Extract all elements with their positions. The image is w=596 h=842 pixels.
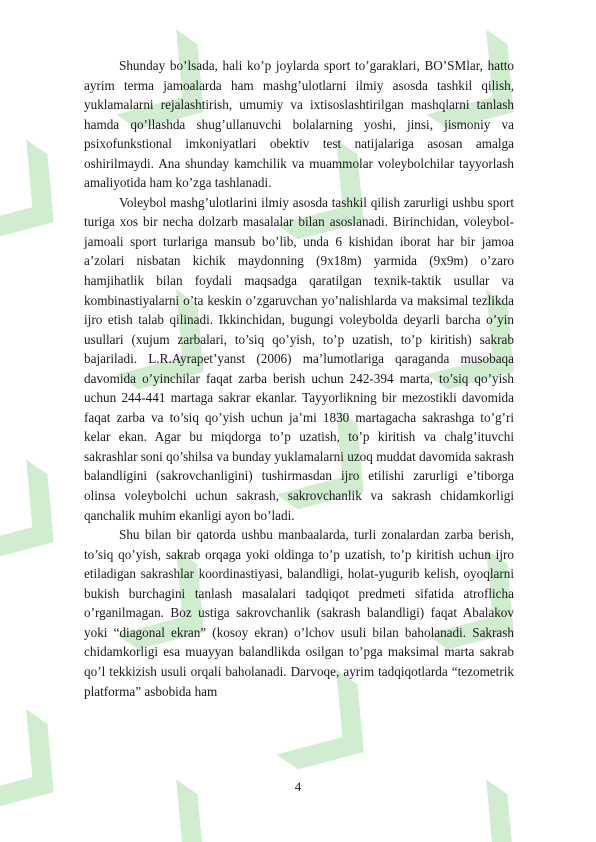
- document-body: [84, 56, 514, 701]
- paragraph-3: Shu bilan bir qatorda ushbu manbaalarda, turli zonalardan zarba berish, to’siq qo’yish, sakrab orqaga yoki oldinga to’p uzatish, to’p kiritish uchun ijro etiladigan sakrashlar koordinastiyasi, balandligi, holat-yugurib kelish, oyoqlarni bukish burchagini tanlash masalalari tadqiqot predmeti sifatida atroflicha o’rganilmagan. Boz ustiga sakrovchanlik (sakrash balandligi) faqat Abalakov yoki “diagonal ekran” (kosoy ekran) o’lchov usuli bilan baholanadi. Sakrash chidamkorligi esa muayyan balandlikda osilgan to’pga maksimal marta sakrab qo’l tekkizish usuli orqali baholanadi. Darvoqe, ayrim tadqiqotlarda “tezometrik platforma” asbobida ham: [84, 527, 514, 699]
- paragraph-1: Shunday bo’lsada, hali ko’p joylarda sport to’garaklari, BO’SMlar, hatto ayrim terma jamoalarda ham mashg’ulotlarni ilmiy asosda tashkil qilish, yuklamalarni rejalashtirish, umumiy va ixtisoslashtirilgan mashqlarni tanlash hamda qo’llashda shug’ullanuvchi bolalarning yoshi, jinsi, jismoniy va psixofunkstional imkoniyatlari obektiv test natijalariga asosan amalga oshirilmaydi. Ana shunday kamchilik va muammolar voleybolchilar tayyorlash amaliyotida ham ko’zga tashlanadi.: [84, 58, 514, 191]
- page-number: 4: [294, 779, 302, 794]
- paragraph-2: Voleybol mashg’ulotlarini ilmiy asosda tashkil qilish zarurligi ushbu sport turiga xos bir necha dolzarb masalalar bilan asoslanadi. Birinchidan, voleybol-jamoali sport turlariga mansub bo’lib, unda 6 kishidan iborat har bir jamoa a’zolari nisbatan kichik maydonning (9x18m) yarmida (9x9m) o’zaro hamjihatlik bilan foydali maqsadga qaratilgan texnik-taktik usullar va kombinastiyalarni o’ta keskin o’zgaruvchan yo’nalishlarda va maksimal tezlikda ijro etish talab qilinadi. Ikkinchidan, bugungi voleybolda deyarli barcha o’yin usullari (xujum zarbalari, to’siq qo’yish, to’p uzatish, to’p kiritish) sakrab bajariladi. L.R.Ayrapet’yanst (2006) ma’lumotlariga qaraganda musobaqa davomida o’yinchilar faqat zarba berish uchun 242-394 marta, to’siq qo’yish uchun 244-441 martaga sakrar ekanlar. Tayyorlikning bir mezostikli davomida faqat zarba va to’siq qo’yish uchun ja’mi 1830 martagacha sakrashga to’g’ri kelar ekan. Agar bu miqdorga to’p uzatish, to’p kiritish va chalg’ituvchi sakrashlar soni qo’shilsa va bunday yuklamalarni uzoq muddat davomida sakrash balandligini (sakrovchanligini) tushirmasdan ijro etilishi zarurligi e’tiborga olinsa voleybolchi uchun sakrash, sakrovchanlik va sakrash chidamkorligi qanchalik muhim ekanligi ayon bo’ladi.: [84, 194, 514, 523]
- green-chevron-arrow-icon: [0, 139, 83, 264]
- green-chevron-arrow-icon: [0, 709, 83, 834]
- green-chevron-arrow-icon: [0, 459, 83, 584]
